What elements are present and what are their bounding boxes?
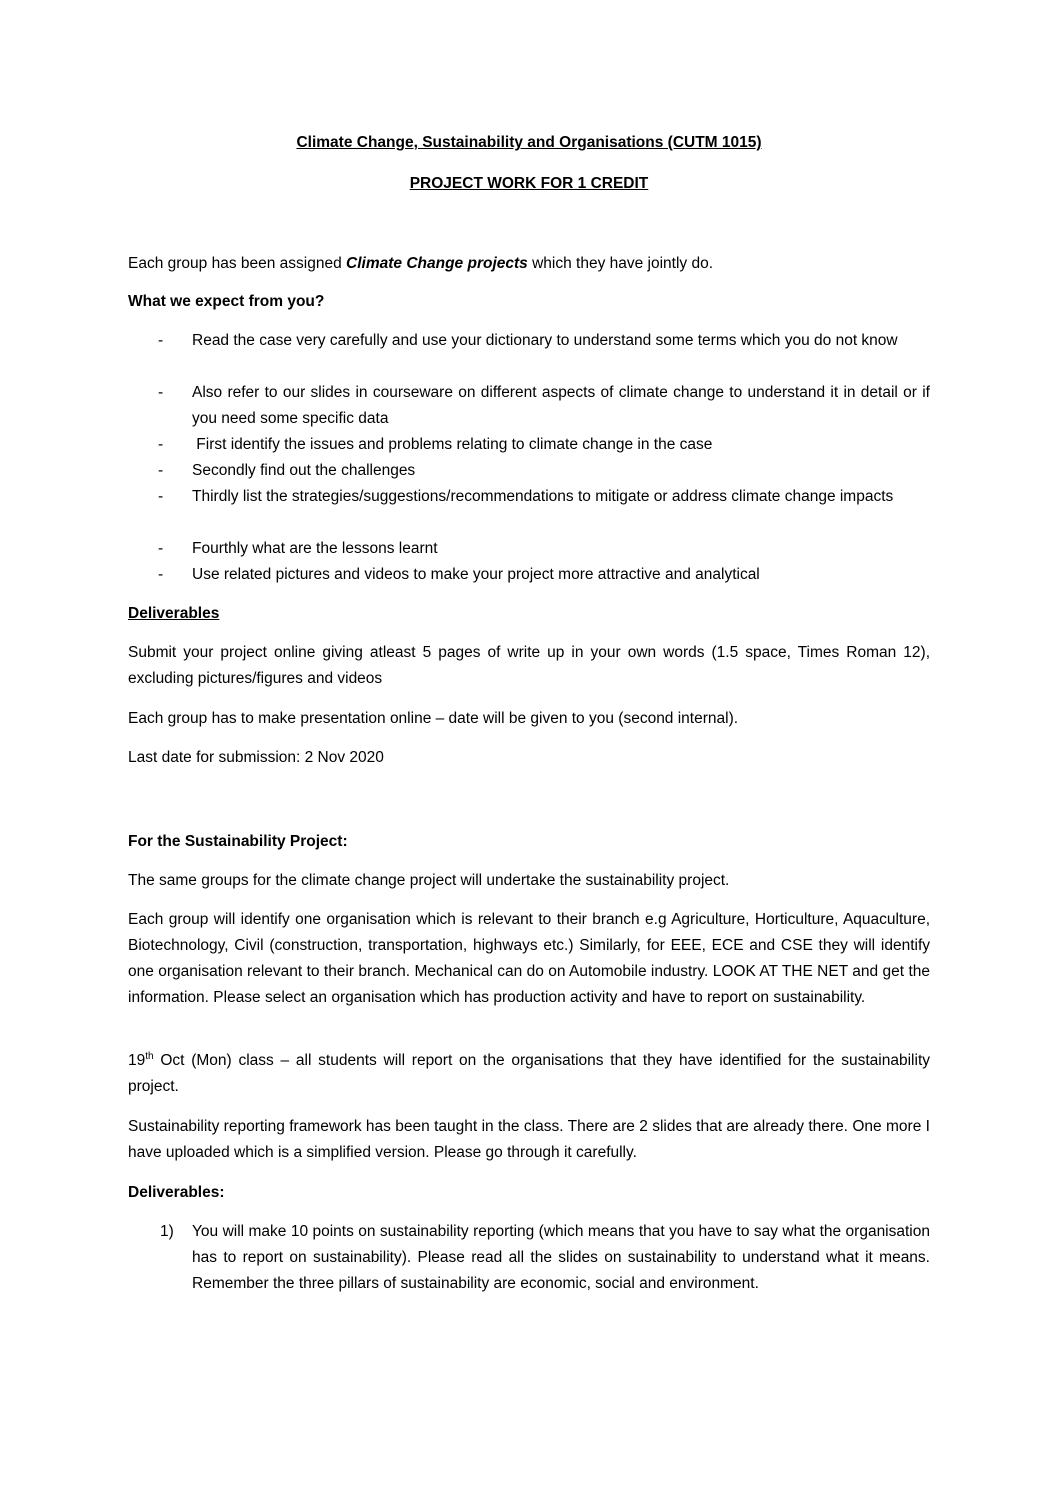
paragraph: Each group has to make presentation online – date will be given to you (second internal). <box>128 710 739 727</box>
bullet-dash: - <box>158 566 164 583</box>
document-subtitle: PROJECT WORK FOR 1 CREDIT <box>409 175 649 192</box>
bullet-dash: - <box>158 488 164 505</box>
bullet-dash: - <box>158 384 164 401</box>
bullet-dash: - <box>158 436 164 453</box>
submission-deadline: Last date for submission: 2 Nov 2020 <box>128 749 384 766</box>
expect-heading: What we expect from you? <box>128 293 325 310</box>
item-text: You will make 10 points on sustainability reporting (which means that you have to say what the organisation has to report on sustainability). Please read all the slides on sustainability to understand what it means. Remember the three pillars of sustainability are economic, social and environment. <box>192 1223 930 1292</box>
list-item-text: Also refer to our slides in courseware on different aspects of climate change to understand it in detail or if you need some specific data <box>192 384 930 427</box>
bullet-dash: - <box>158 462 164 479</box>
intro-emphasis: Climate Change projects <box>346 255 528 272</box>
document-title: Climate Change, Sustainability and Organisations (CUTM 1015) <box>296 134 762 151</box>
list-item-text: Secondly find out the challenges <box>192 462 416 479</box>
bullet-dash: - <box>158 540 164 557</box>
list-item-text: Fourthly what are the lessons learnt <box>192 540 438 557</box>
paragraph: Sustainability reporting framework has been taught in the class. There are 2 slides that are already there. One more I have uploaded which is a simplified version. Please go through it carefully. <box>128 1118 930 1161</box>
paragraph: Submit your project online giving atleast 5 pages of write up in your own words (1.5 space, Times Roman 12), excluding pictures/figures and videos <box>128 644 930 687</box>
bullet-dash: - <box>158 332 164 349</box>
sustainability-heading: For the Sustainability Project: <box>128 833 348 850</box>
list-item-text: First identify the issues and problems relating to climate change in the case <box>192 436 713 453</box>
deliverables-heading: Deliverables <box>128 605 220 622</box>
intro-text: Each group has been assigned <box>128 255 347 272</box>
list-item-text: Thirdly list the strategies/suggestions/recommendations to mitigate or address climate change impacts <box>192 488 894 505</box>
item-number: 1) <box>160 1223 174 1240</box>
oct-paragraph <box>128 1048 930 1100</box>
date-suffix: th <box>145 1050 154 1062</box>
list-item-text: Use related pictures and videos to make your project more attractive and analytical <box>192 566 760 583</box>
oct-text: Oct (Mon) class – all students will report on the organisations that they have identified for the sustainability project. <box>128 1052 930 1095</box>
intro-text-end: which they have jointly do. <box>527 255 714 272</box>
deliverables2-heading: Deliverables: <box>128 1184 225 1201</box>
list-item-text: Read the case very carefully and use your dictionary to understand some terms which you do not know <box>192 332 898 349</box>
paragraph: The same groups for the climate change project will undertake the sustainability project. <box>128 872 730 889</box>
paragraph: Each group will identify one organisation which is relevant to their branch e.g Agriculture, Horticulture, Aquaculture, Biotechnology, Civil (construction, transportation, highways etc.) Similarly, for EEE, ECE and CSE they will identify one organisation relevant to their branch. Mechanical can do on Automobile industry. LOOK AT THE NET and get the information. Please select an organisation which has production activity and have to report on sustainability. <box>128 911 930 1006</box>
intro-paragraph <box>128 251 930 277</box>
date-day: 19 <box>128 1052 146 1069</box>
